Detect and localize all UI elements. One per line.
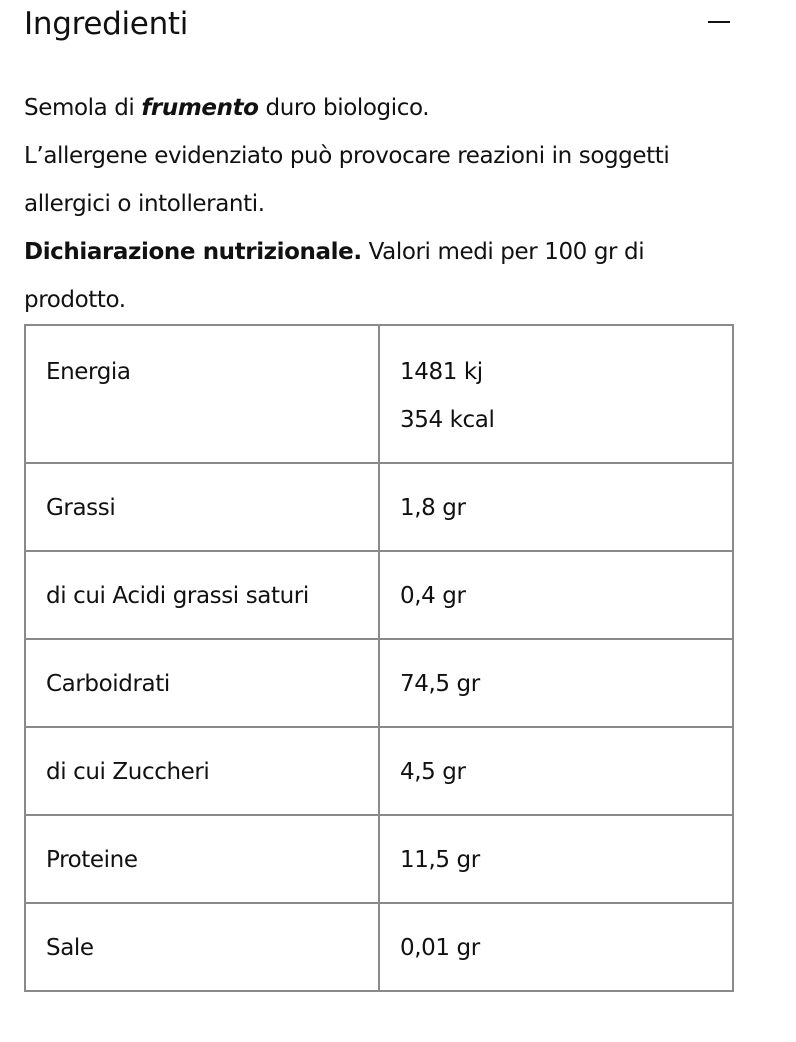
nutrient-label: Grassi [25, 463, 379, 551]
table-row [25, 727, 733, 815]
table-row [25, 463, 733, 551]
nutrient-value [379, 325, 733, 463]
collapse-button[interactable] [704, 8, 734, 36]
nutrient-label: Carboidrati [25, 639, 379, 727]
table-row [25, 551, 733, 639]
accordion-header[interactable] [24, 0, 734, 50]
section-title: Ingredienti [24, 6, 189, 42]
energy-kj: 1481 kj [400, 359, 483, 385]
nutrient-value: 0,01 gr [379, 903, 733, 991]
nutrient-value: 1,8 gr [379, 463, 733, 551]
nutrient-label: Sale [25, 903, 379, 991]
nutrient-value: 74,5 gr [379, 639, 733, 727]
ingredients-suffix: duro biologico. [258, 95, 430, 121]
nutrient-value: 4,5 gr [379, 727, 733, 815]
nutrition-intro [24, 228, 734, 324]
nutrition-intro-text: Valori medi per 100 gr di prodotto. [24, 239, 645, 313]
ingredients-content [24, 84, 734, 324]
nutrient-value: 0,4 gr [379, 551, 733, 639]
allergen-note: L’allergene evidenziato può provocare reazioni in soggetti allergici o intolleranti. [24, 143, 670, 217]
nutrient-value: 11,5 gr [379, 815, 733, 903]
ingredients-text [24, 84, 734, 132]
ingredients-panel [24, 0, 734, 961]
nutrition-table [24, 324, 734, 992]
nutrition-heading: Dichiarazione nutrizionale. [24, 239, 362, 265]
table-row [25, 639, 733, 727]
table-row [25, 903, 733, 991]
table-row [25, 815, 733, 903]
minus-icon [708, 21, 730, 23]
allergen-highlight: frumento [141, 95, 259, 121]
energy-kcal: 354 kcal [400, 407, 495, 433]
nutrient-label: Energia [25, 325, 379, 463]
nutrient-label: di cui Zuccheri [25, 727, 379, 815]
nutrient-label: Proteine [25, 815, 379, 903]
table-row [25, 325, 733, 463]
ingredients-prefix: Semola di [24, 95, 142, 121]
nutrient-label: di cui Acidi grassi saturi [25, 551, 379, 639]
